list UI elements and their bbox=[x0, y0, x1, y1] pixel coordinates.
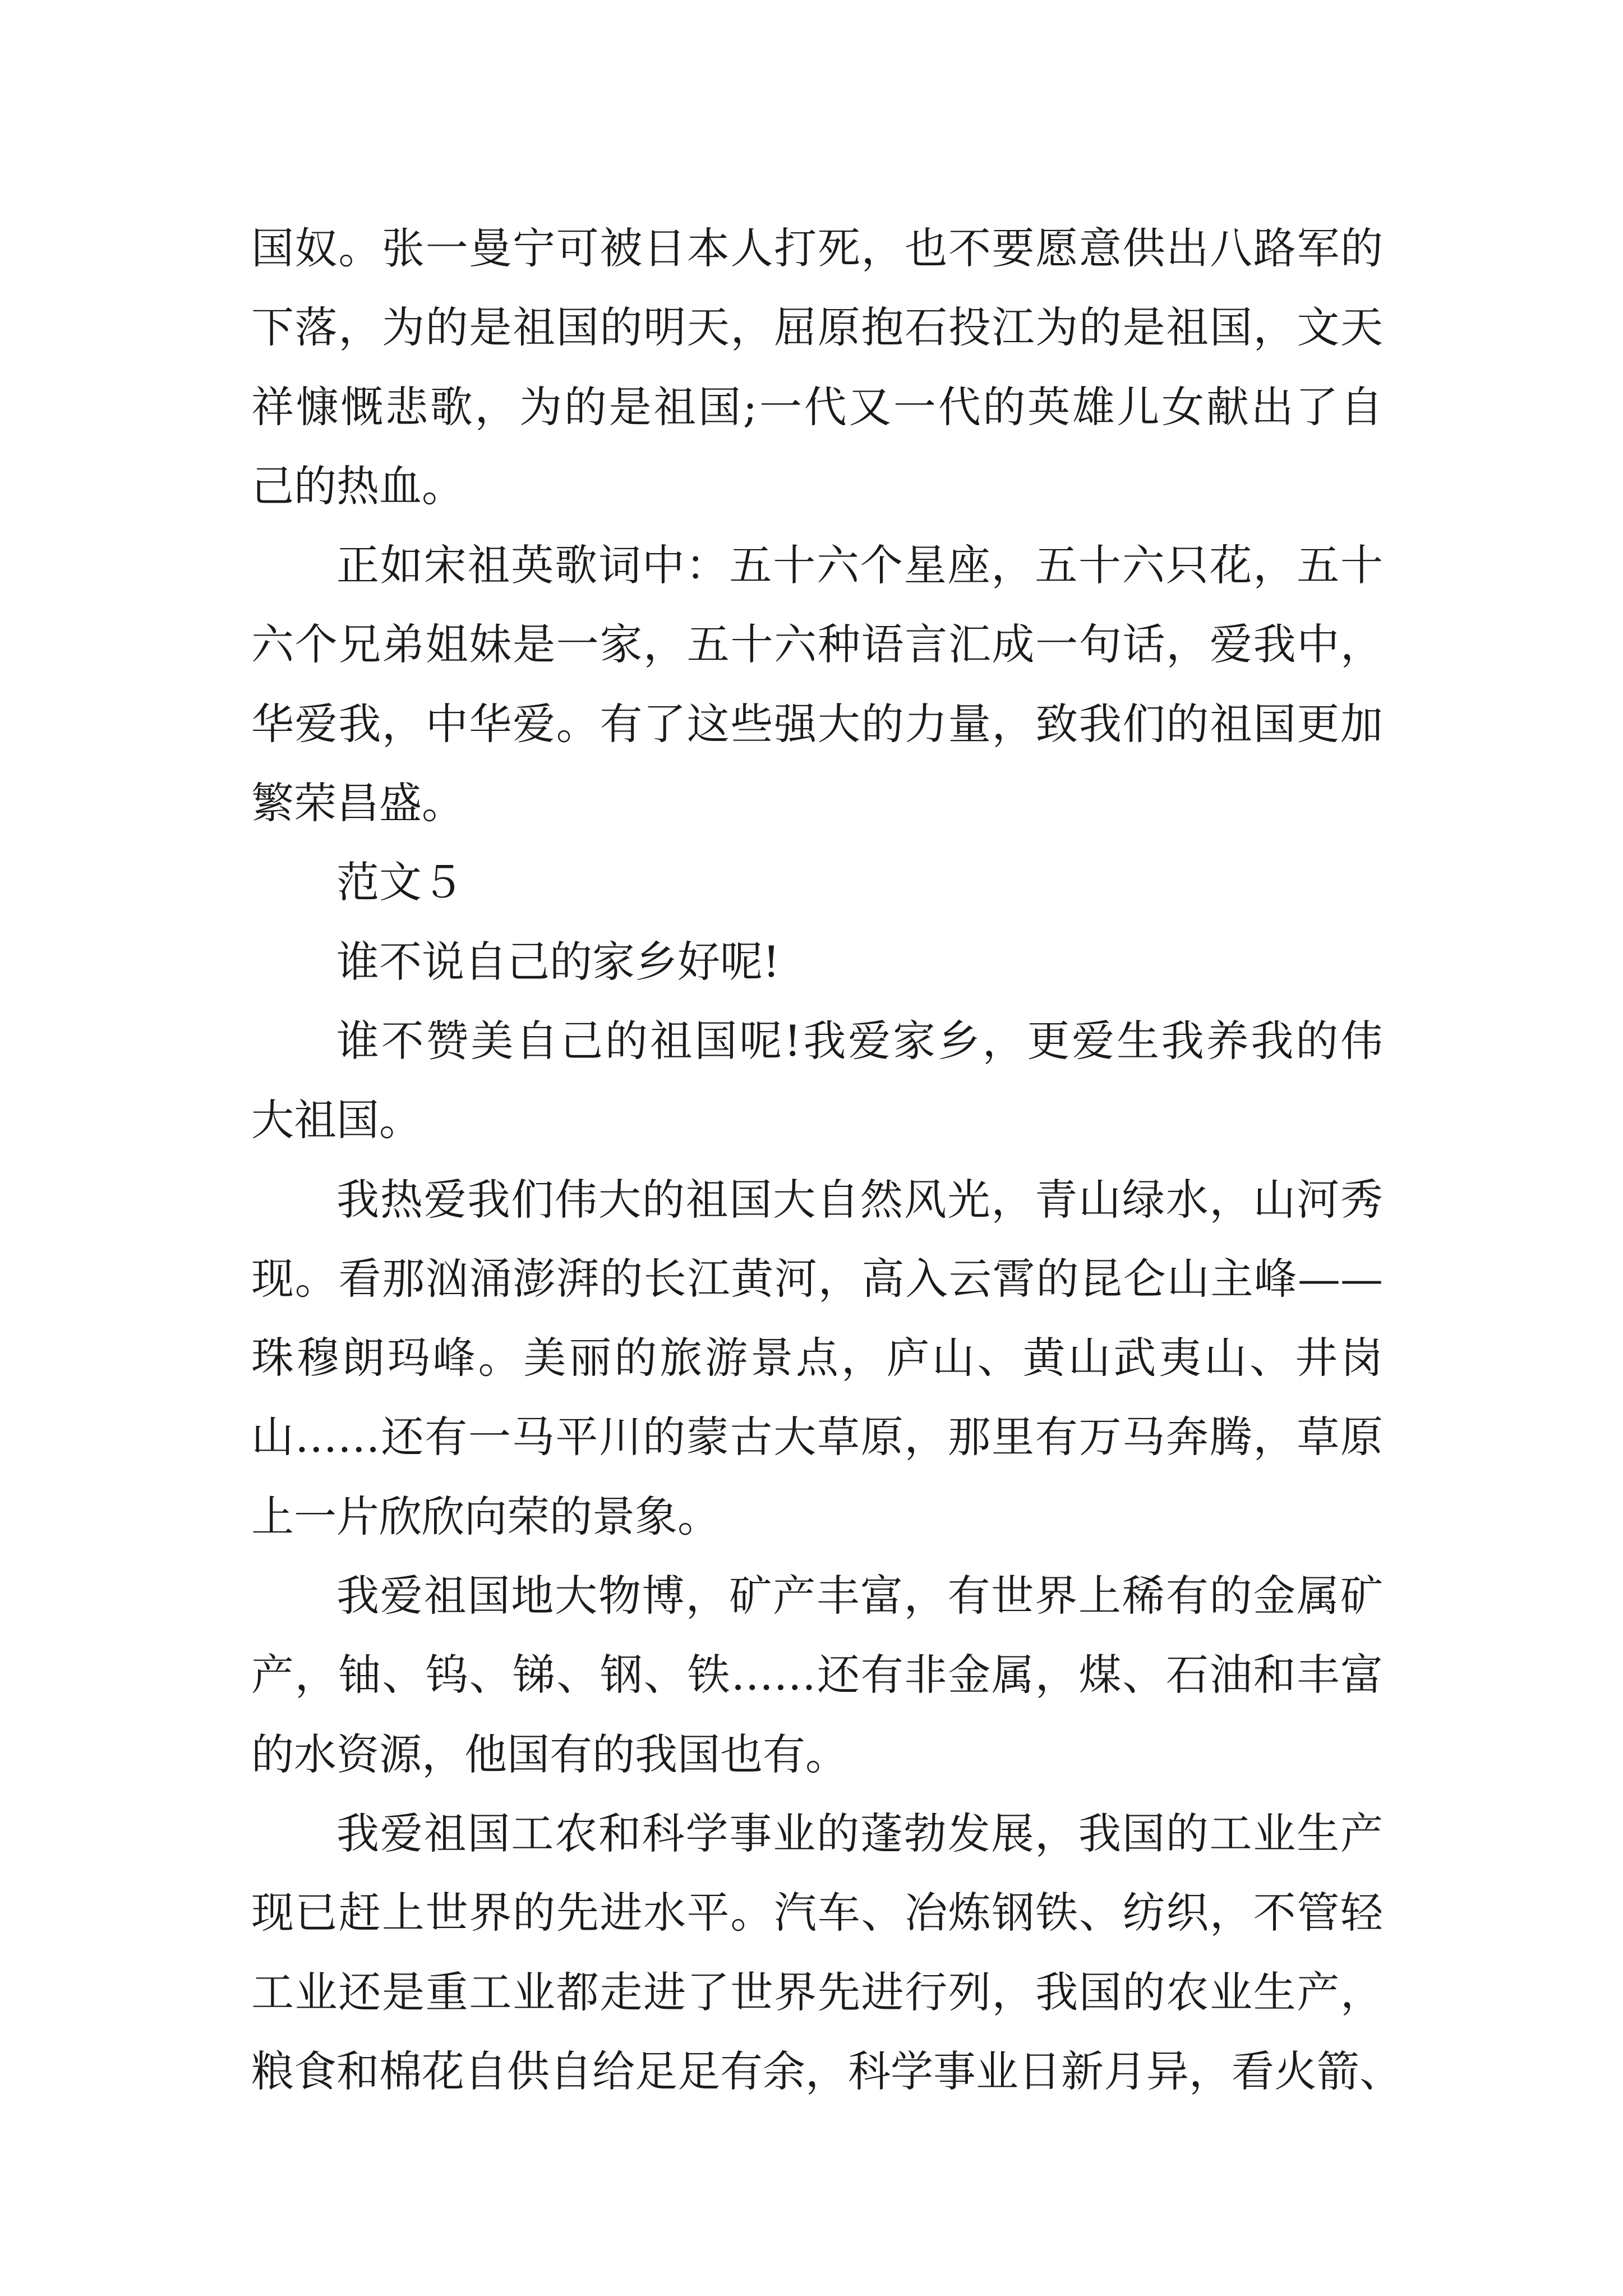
text-line: 现。看那汹涌澎湃的长江黄河，高入云霄的昆仑山主峰—— bbox=[251, 1253, 1383, 1304]
text-line: 六个兄弟姐妹是一家，五十六种语言汇成一句话，爱我中， bbox=[251, 619, 1383, 670]
section-heading bbox=[251, 843, 1383, 922]
text-line: 产，铀、钨、锑、钢、铁……还有非金属，煤、石油和丰富 bbox=[251, 1650, 1383, 1700]
paragraph-5 bbox=[251, 1160, 1383, 1556]
text-line: 华爱我，中华爱。有了这些强大的力量，致我们的祖国更加 bbox=[251, 698, 1383, 749]
text-line: 祥慷慨悲歌，为的是祖国;一代又一代的英雄儿女献出了自 bbox=[251, 381, 1383, 432]
text-line: 谁不赞美自己的祖国呢!我爱家乡，更爱生我养我的伟 bbox=[336, 1015, 1383, 1066]
text-line: 我爱祖国地大物博，矿产丰富，有世界上稀有的金属矿 bbox=[336, 1571, 1383, 1621]
text-line: 大祖国。 bbox=[251, 1095, 422, 1145]
text-line: 国奴。张一曼宁可被日本人打死，也不要愿意供出八路军的 bbox=[251, 223, 1383, 273]
text-line: 现已赶上世界的先进水平。汽车、冶炼钢铁、纺织，不管轻 bbox=[251, 1888, 1383, 1938]
text-line: 珠穆朗玛峰。美丽的旅游景点，庐山、黄山武夷山、井岗 bbox=[251, 1333, 1383, 1383]
paragraph-7 bbox=[251, 1794, 1402, 2111]
paragraph-2 bbox=[251, 526, 1383, 843]
text-line: 己的热血。 bbox=[251, 461, 464, 511]
text-line: 工业还是重工业都走进了世界先进行列，我国的农业生产， bbox=[251, 1967, 1383, 2017]
text-line: 上一片欣欣向荣的景象。 bbox=[251, 1491, 720, 1542]
paragraph-1 bbox=[251, 209, 1383, 526]
section-heading-text: 范文５ bbox=[336, 857, 464, 908]
text-line: 繁荣昌盛。 bbox=[251, 778, 464, 829]
text-line: 山……还有一马平川的蒙古大草原，那里有万马奔腾，草原 bbox=[251, 1412, 1383, 1462]
paragraph-4 bbox=[251, 1001, 1383, 1160]
text-line: 粮食和棉花自供自给足足有余，科学事业日新月异，看火箭、 bbox=[251, 2046, 1402, 2096]
paragraph-6 bbox=[251, 1556, 1383, 1794]
paragraph-3 bbox=[251, 922, 1383, 1001]
text-line: 我热爱我们伟大的祖国大自然风光，青山绿水，山河秀 bbox=[336, 1174, 1383, 1225]
text-line: 我爱祖国工农和科学事业的蓬勃发展，我国的工业生产 bbox=[336, 1808, 1383, 1858]
text-line: 下落，为的是祖国的明天，屈原抱石投江为的是祖国，文天 bbox=[251, 302, 1383, 353]
text-line: 正如宋祖英歌词中：五十六个星座，五十六只花，五十 bbox=[336, 540, 1383, 591]
document-body bbox=[251, 209, 1402, 2111]
text-line: 的水资源，他国有的我国也有。 bbox=[251, 1729, 848, 1779]
text-line: 谁不说自己的家乡好呢! bbox=[336, 936, 780, 987]
